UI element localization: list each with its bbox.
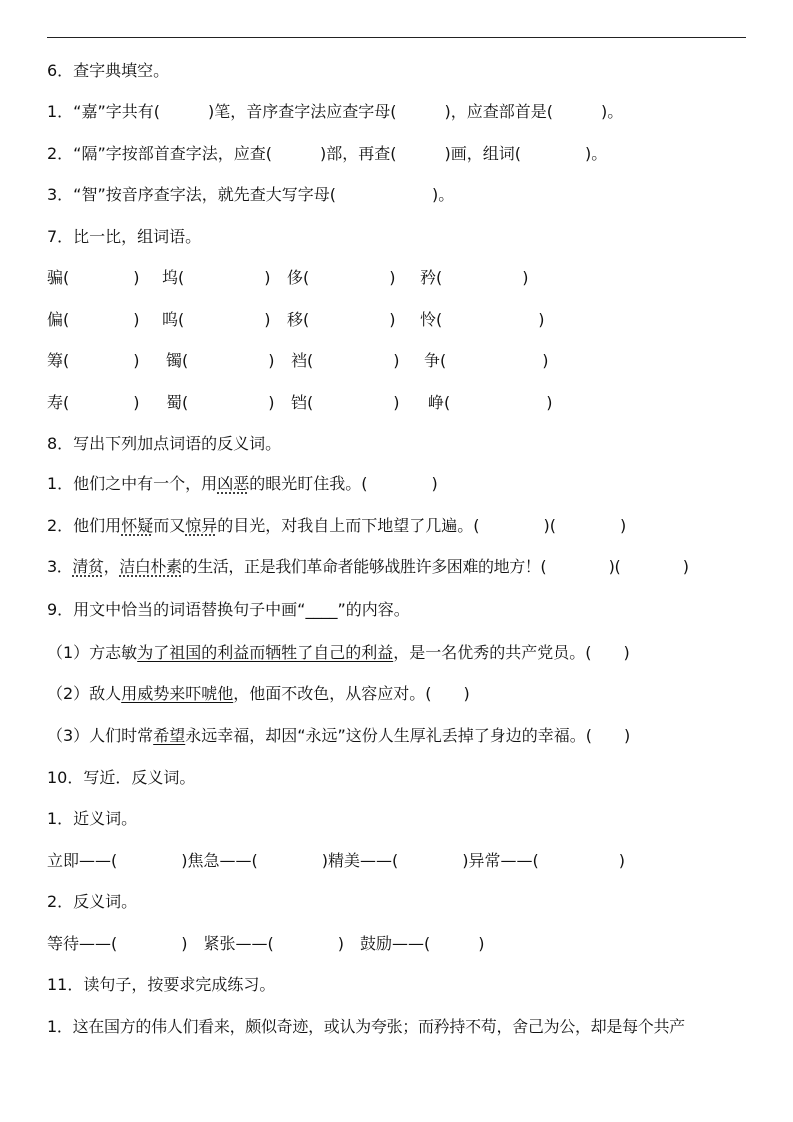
q7-cell: 移( ) (287, 310, 396, 329)
q9-title: 9．用文中恰当的词语替换句子中画“____”的内容。 (47, 600, 410, 619)
q7-cell: 呜( ) (162, 310, 271, 329)
dotted-word: 洁白朴素 (119, 557, 182, 576)
q7-cell: 筹( ) (47, 351, 140, 370)
q7-cell: 怜( ) (420, 310, 545, 329)
q7-cell: 铛( ) (291, 393, 400, 412)
q9-line-3: （3）人们时常希望永远幸福，却因“永远”这份人生厚礼丢掉了身边的幸福。( ) (47, 726, 631, 745)
q7-cell: 蜀( ) (166, 393, 275, 412)
q7-title: 7．比一比，组词语。 (47, 227, 202, 246)
q9-line-2: （2）敌人用威势来吓唬他，他面不改色，从容应对。( ) (47, 684, 470, 703)
q10-synonyms: 立即——( )焦急——( )精美——( )异常——( ) (47, 851, 625, 870)
q6-line-3: 3．“智”按音序查字法，就先查大写字母( )。 (47, 185, 455, 204)
q11-line-1: 1．这在国方的伟人们看来，颇似奇迹，或认为夸张；而矜持不苟，舍己为公，却是每个共产 (47, 1017, 685, 1036)
q10-title: 10．写近．反义词。 (47, 768, 196, 787)
q7-cell: 坞( ) (162, 268, 271, 287)
underlined-phrase: 用威势来吓唬他 (121, 684, 234, 703)
q7-cell: 争( ) (424, 351, 549, 370)
q7-cell: 裆( ) (291, 351, 400, 370)
q7-cell: 镯( ) (166, 351, 275, 370)
q9-line-1: （1）方志敏为了祖国的利益而牺牲了自己的利益，是一名优秀的共产党员。( ) (47, 643, 630, 662)
q11-title: 11．读句子，按要求完成练习。 (47, 975, 276, 994)
q6-title: 6．查字典填空。 (47, 61, 170, 80)
underlined-phrase: 为了祖国的利益而牺牲了自己的利益 (137, 643, 394, 662)
q6-line-1: 1．“嘉”字共有( )笔，音序查字法应查字母( )，应查部首是( )。 (47, 102, 624, 121)
q8-title: 8．写出下列加点词语的反义词。 (47, 434, 282, 453)
q10-antonyms: 等待——( ) 紧张——( ) 鼓励——( ) (47, 934, 485, 953)
q10-sub-2: 2．反义词。 (47, 892, 138, 911)
dotted-word: 惊异 (185, 516, 218, 535)
underlined-phrase: 希望 (153, 726, 186, 745)
q8-line-3: 3．清贫，洁白朴素的生活，正是我们革命者能够战胜许多困难的地方！( )( ) (47, 557, 689, 576)
q7-cell: 骗( ) (47, 268, 140, 287)
q7-cell: 偏( ) (47, 310, 140, 329)
top-rule (47, 37, 746, 38)
dotted-word: 凶恶 (217, 474, 250, 493)
q7-cell: 矜( ) (420, 268, 529, 287)
q7-cell: 侈( ) (287, 268, 396, 287)
q10-sub-1: 1．近义词。 (47, 809, 138, 828)
q7-cell: 寿( ) (47, 393, 140, 412)
q7-cell: 峥( ) (428, 393, 553, 412)
q6-line-2: 2．“隔”字按部首查字法，应查( )部，再查( )画，组词( )。 (47, 144, 608, 163)
dotted-word: 怀疑 (121, 516, 154, 535)
dotted-word: 清贫 (72, 557, 104, 576)
q8-line-1: 1．他们之中有一个，用凶恶的眼光盯住我。( ) (47, 474, 438, 493)
q8-line-2: 2．他们用怀疑而又惊异的目光，对我自上而下地望了几遍。( )( ) (47, 516, 627, 535)
